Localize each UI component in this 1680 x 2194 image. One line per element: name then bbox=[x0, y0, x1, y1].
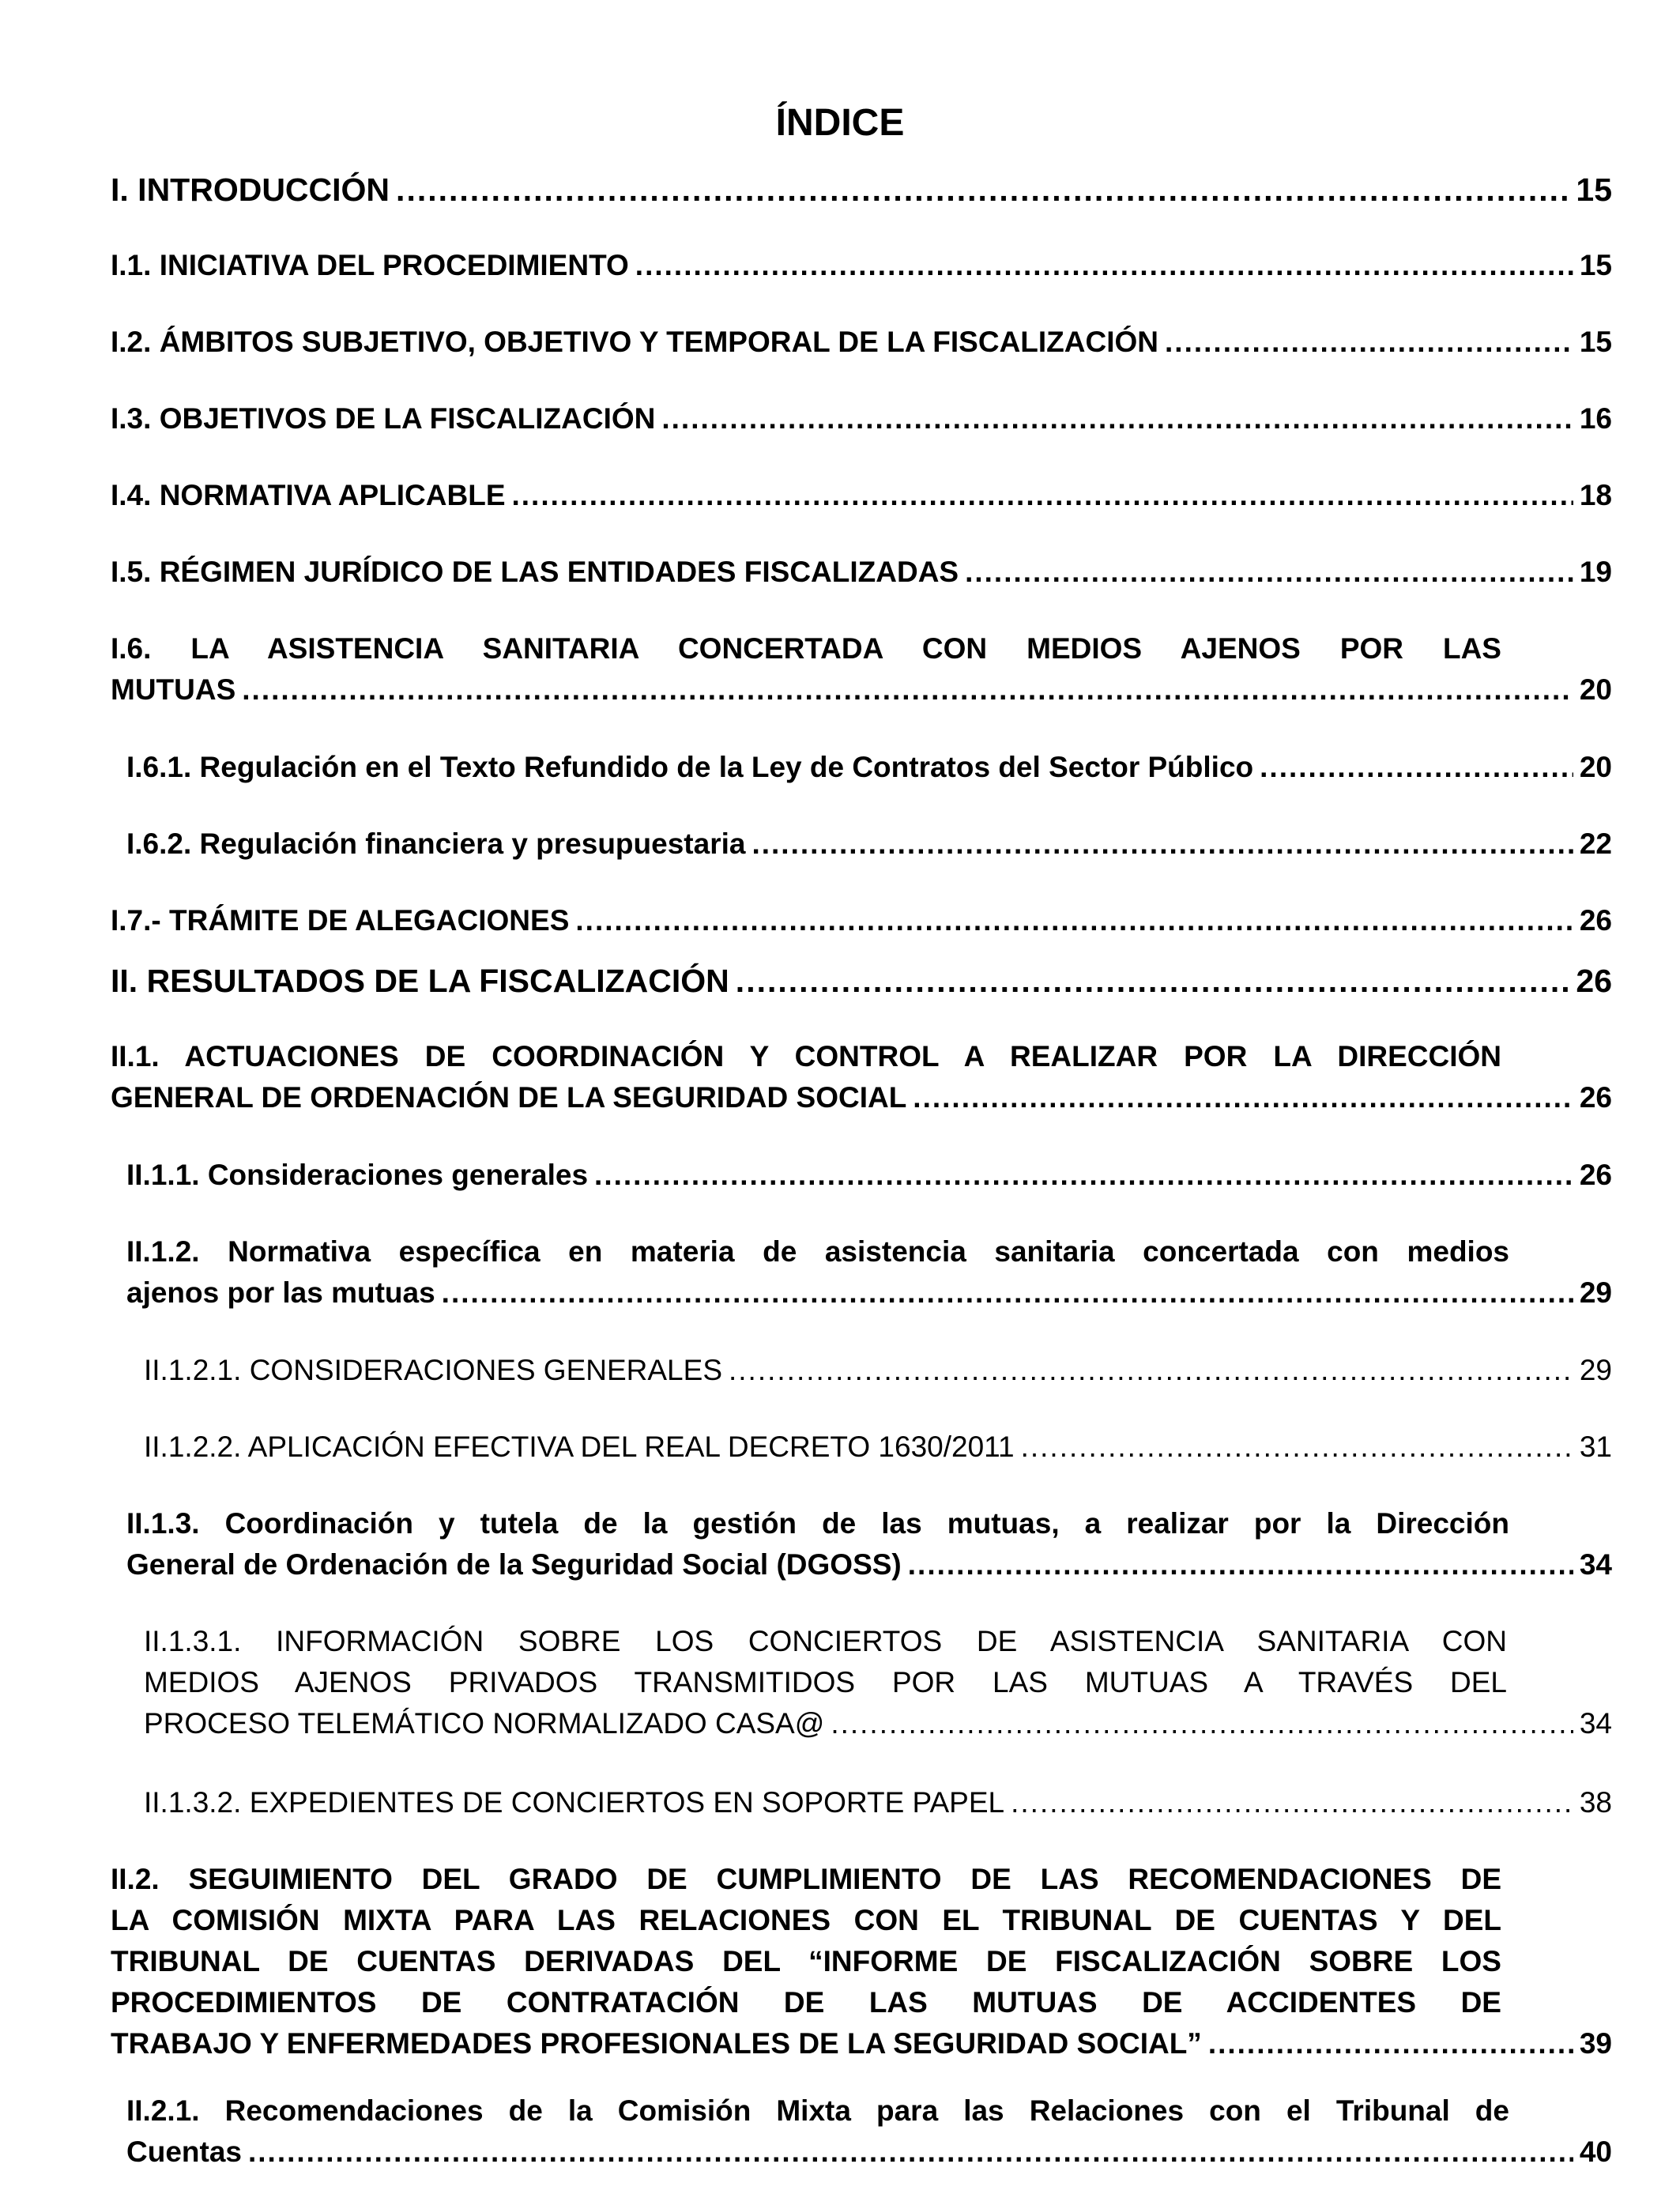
toc-entry[interactable] bbox=[126, 1503, 1612, 1585]
toc-entry[interactable] bbox=[111, 628, 1612, 711]
toc-page-number: 20 bbox=[1579, 751, 1612, 783]
dot-leader bbox=[512, 475, 1573, 516]
toc-entry[interactable] bbox=[111, 900, 1612, 941]
toc-entry-title: Cuentas bbox=[126, 2136, 242, 2168]
toc-entry[interactable] bbox=[111, 959, 1612, 1003]
toc-entry-title: I.5. RÉGIMEN JURÍDICO DE LAS ENTIDADES FISCALIZADAS bbox=[111, 556, 959, 588]
toc-page-number: 18 bbox=[1579, 479, 1612, 511]
dot-leader bbox=[908, 1544, 1573, 1585]
toc-page-number: 34 bbox=[1579, 1548, 1612, 1581]
toc-entry[interactable] bbox=[126, 1231, 1612, 1314]
toc-entry-title-line: II.1.2. Normativa específica en materia de asistencia sanitaria concertada con medios bbox=[126, 1235, 1509, 1268]
toc-entry[interactable] bbox=[111, 322, 1612, 363]
toc-page-number: 22 bbox=[1579, 827, 1612, 860]
dot-leader bbox=[248, 2132, 1573, 2173]
dot-leader bbox=[729, 1350, 1573, 1391]
toc-entry-title: II.1.1. Consideraciones generales bbox=[126, 1159, 589, 1191]
dot-leader bbox=[1011, 1782, 1573, 1823]
toc-entry-title: TRABAJO Y ENFERMEDADES PROFESIONALES DE LA SEGURIDAD SOCIAL” bbox=[111, 2027, 1202, 2060]
toc-entry-title-line: II.1.3. Coordinación y tutela de la gestión de las mutuas, a realizar por la Dirección bbox=[126, 1507, 1509, 1540]
dot-leader bbox=[242, 669, 1573, 711]
dot-leader bbox=[965, 552, 1573, 593]
toc-page-number: 29 bbox=[1579, 1354, 1612, 1386]
page-title: ÍNDICE bbox=[775, 102, 905, 144]
dot-leader bbox=[1165, 322, 1573, 363]
toc-entry-title-line: II.1. ACTUACIONES DE COORDINACIÓN Y CONTROL A REALIZAR POR LA DIRECCIÓN bbox=[111, 1040, 1501, 1072]
toc-entry-title: I.2. ÁMBITOS SUBJETIVO, OBJETIVO Y TEMPORAL DE LA FISCALIZACIÓN bbox=[111, 326, 1159, 358]
toc-entry-title-line: LA COMISIÓN MIXTA PARA LAS RELACIONES CON EL TRIBUNAL DE CUENTAS Y DEL bbox=[111, 1904, 1501, 1936]
toc-page-number: 31 bbox=[1579, 1431, 1612, 1463]
toc-entry-title: I.6.2. Regulación financiera y presupuestaria bbox=[126, 827, 746, 860]
dot-leader bbox=[831, 1703, 1573, 1744]
toc-entry-title-line: MEDIOS AJENOS PRIVADOS TRANSMITIDOS POR LAS MUTUAS A TRAVÉS DEL bbox=[144, 1666, 1507, 1698]
toc-entry-title-line: I.6. LA ASISTENCIA SANITARIA CONCERTADA CON MEDIOS AJENOS POR LAS bbox=[111, 632, 1501, 665]
toc-page-number: 34 bbox=[1579, 1707, 1612, 1740]
dot-leader bbox=[751, 824, 1573, 865]
toc-page-number: 39 bbox=[1579, 2027, 1612, 2060]
toc-entry-title-line: PROCEDIMIENTOS DE CONTRATACIÓN DE LAS MUTUAS DE ACCIDENTES DE bbox=[111, 1986, 1501, 2019]
toc-entry[interactable] bbox=[111, 398, 1612, 439]
toc-entry-title: PROCESO TELEMÁTICO NORMALIZADO CASA@ bbox=[144, 1707, 825, 1740]
toc-entry[interactable] bbox=[111, 552, 1612, 593]
toc-page-number: 15 bbox=[1576, 172, 1612, 208]
toc-page-number: 19 bbox=[1579, 556, 1612, 588]
toc-entry-title-line: II.2.1. Recomendaciones de la Comisión Mixta para las Relaciones con el Tribunal de bbox=[126, 2094, 1509, 2127]
toc-page-number: 20 bbox=[1579, 673, 1612, 706]
toc-entry-title: I.1. INICIATIVA DEL PROCEDIMIENTO bbox=[111, 249, 629, 281]
toc-entry-title: I. INTRODUCCIÓN bbox=[111, 172, 390, 208]
toc-entry-title: II.1.3.2. EXPEDIENTES DE CONCIERTOS EN SOPORTE PAPEL bbox=[144, 1786, 1005, 1819]
toc-entry[interactable] bbox=[144, 1350, 1612, 1391]
toc-entry[interactable] bbox=[126, 1155, 1612, 1196]
toc-entry[interactable] bbox=[126, 747, 1612, 788]
toc-entry-title-line: II.1.3.1. INFORMACIÓN SOBRE LOS CONCIERTOS DE ASISTENCIA SANITARIA CON bbox=[144, 1625, 1507, 1657]
toc-entry-title: II. RESULTADOS DE LA FISCALIZACIÓN bbox=[111, 963, 729, 999]
toc-page-number: 26 bbox=[1579, 1159, 1612, 1191]
toc-page-number: 40 bbox=[1579, 2136, 1612, 2168]
dot-leader bbox=[661, 398, 1573, 439]
dot-leader bbox=[575, 900, 1573, 941]
dot-leader bbox=[913, 1077, 1573, 1118]
toc-page-number: 26 bbox=[1579, 904, 1612, 937]
dot-leader bbox=[1208, 2023, 1573, 2064]
toc-page-number: 15 bbox=[1579, 326, 1612, 358]
dot-leader bbox=[1021, 1427, 1573, 1468]
toc-entry-title: GENERAL DE ORDENACIÓN DE LA SEGURIDAD SOCIAL bbox=[111, 1081, 907, 1114]
toc-entry-title: I.7.- TRÁMITE DE ALEGACIONES bbox=[111, 904, 570, 937]
toc-entry[interactable] bbox=[111, 1859, 1612, 2064]
toc-entry[interactable] bbox=[144, 1621, 1612, 1744]
toc-page-number: 38 bbox=[1579, 1786, 1612, 1819]
toc-page-number: 26 bbox=[1579, 1081, 1612, 1114]
toc-page-number: 16 bbox=[1579, 402, 1612, 435]
toc-entry[interactable] bbox=[126, 824, 1612, 865]
dot-leader bbox=[594, 1155, 1573, 1196]
toc-entry[interactable] bbox=[111, 168, 1612, 212]
toc-entry-title: I.6.1. Regulación en el Texto Refundido de la Ley de Contratos del Sector Público bbox=[126, 751, 1254, 783]
toc-entry-title-line: II.2. SEGUIMIENTO DEL GRADO DE CUMPLIMIENTO DE LAS RECOMENDACIONES DE bbox=[111, 1863, 1501, 1895]
dot-leader bbox=[442, 1272, 1573, 1314]
dot-leader bbox=[396, 168, 1569, 212]
dot-leader bbox=[635, 245, 1573, 286]
toc-entry-title: II.1.2.2. APLICACIÓN EFECTIVA DEL REAL DECRETO 1630/2011 bbox=[144, 1431, 1015, 1463]
toc-entry-title: I.3. OBJETIVOS DE LA FISCALIZACIÓN bbox=[111, 402, 656, 435]
toc-page-number: 29 bbox=[1579, 1276, 1612, 1309]
dot-leader bbox=[736, 959, 1570, 1003]
toc-entry[interactable] bbox=[126, 2090, 1612, 2173]
toc-entry[interactable] bbox=[144, 1427, 1612, 1468]
toc-page-number: 15 bbox=[1579, 249, 1612, 281]
toc-entry-title-line: TRIBUNAL DE CUENTAS DERIVADAS DEL “INFORME DE FISCALIZACIÓN SOBRE LOS bbox=[111, 1945, 1501, 1977]
dot-leader bbox=[1260, 747, 1573, 788]
toc-page-number: 26 bbox=[1576, 963, 1612, 999]
toc-entry[interactable] bbox=[111, 245, 1612, 286]
toc-entry[interactable] bbox=[144, 1782, 1612, 1823]
toc-entry-title: MUTUAS bbox=[111, 673, 236, 706]
toc-entry[interactable] bbox=[111, 1036, 1612, 1118]
toc-entry-title: I.4. NORMATIVA APLICABLE bbox=[111, 479, 506, 511]
toc-entry[interactable] bbox=[111, 475, 1612, 516]
toc-entry-title: General de Ordenación de la Seguridad Social (DGOSS) bbox=[126, 1548, 902, 1581]
toc-entry-title: II.1.2.1. CONSIDERACIONES GENERALES bbox=[144, 1354, 722, 1386]
toc-entry-title: ajenos por las mutuas bbox=[126, 1276, 435, 1309]
